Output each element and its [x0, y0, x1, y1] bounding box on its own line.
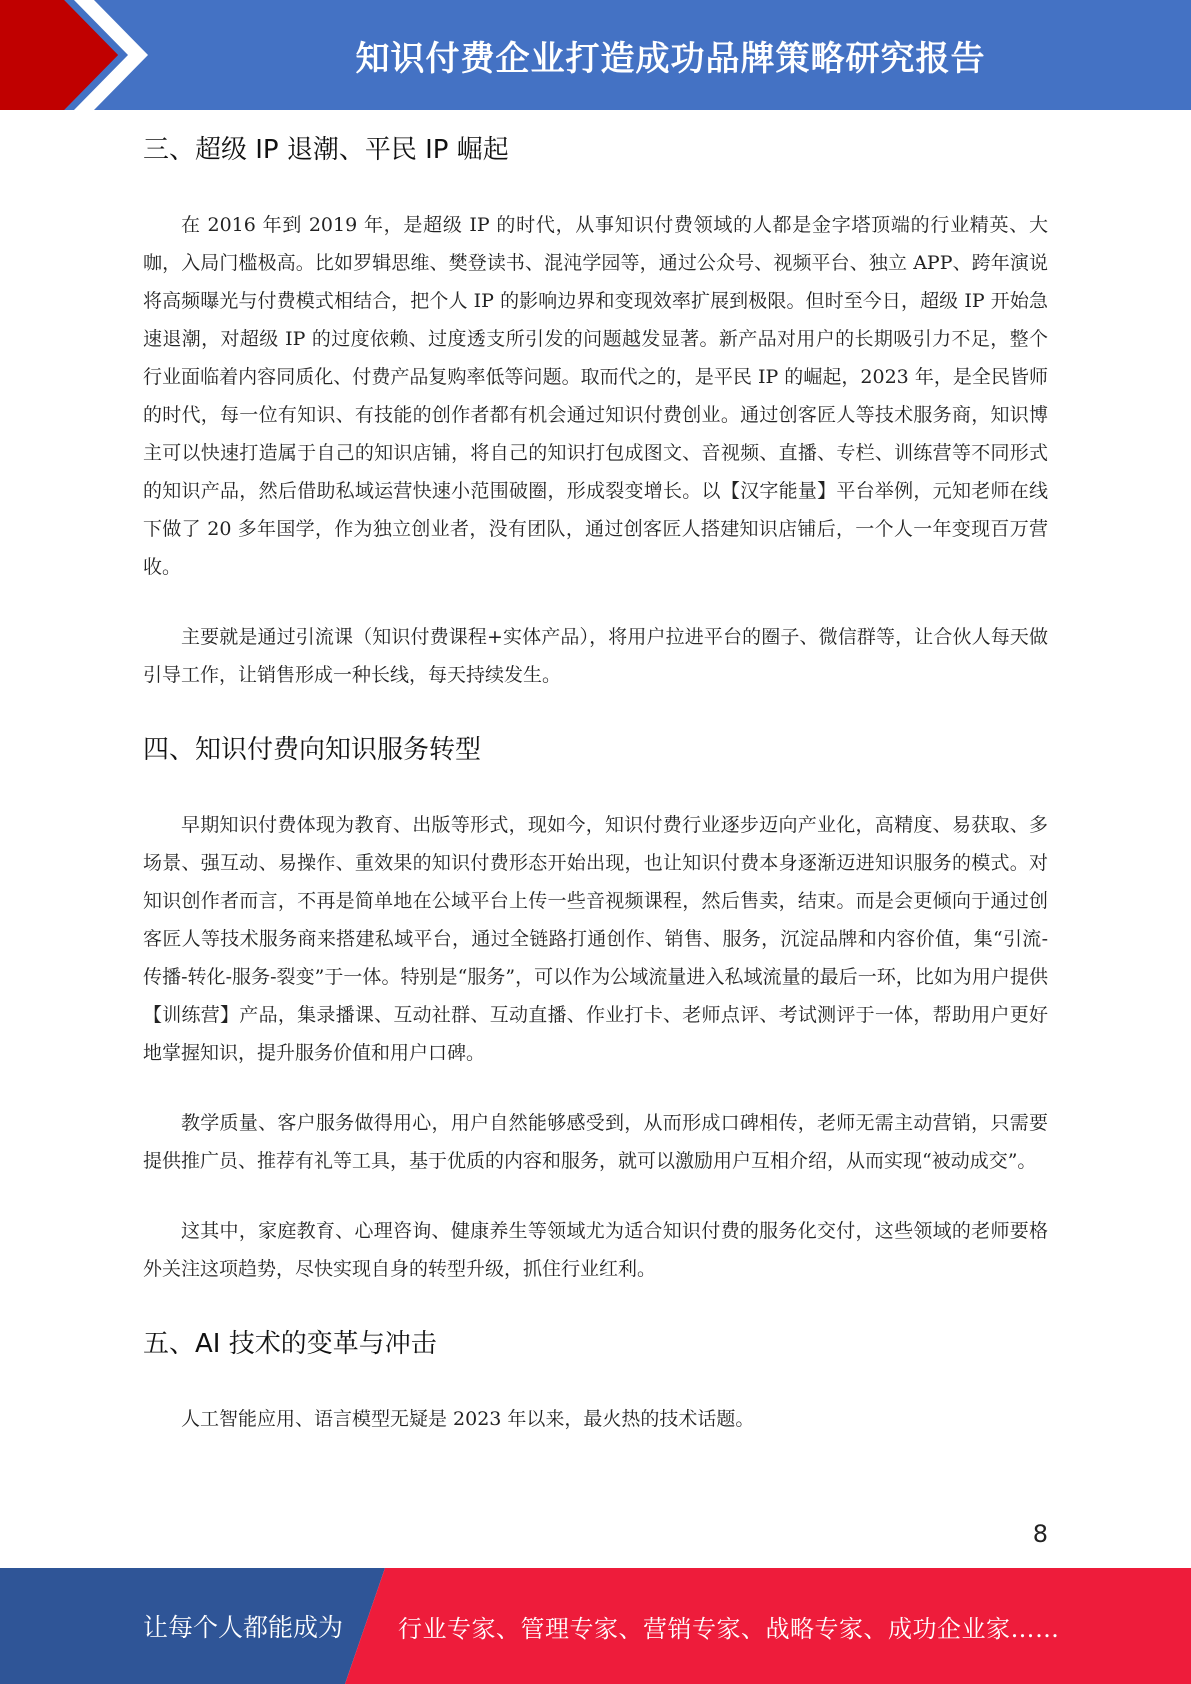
footer-slogan-left: 让每个人都能成为 [143, 1613, 344, 1642]
page-number: 8 [1032, 1520, 1048, 1548]
paragraph: 人工智能应用、语言模型无疑是 2023 年以来，最火热的技术话题。 [181, 1408, 755, 1430]
paragraph: 这其中，家庭教育、心理咨询、健康养生等领域尤为适合知识付费的服务化交付，这些领域的老师要格外关注这项趋势，尽快实现自身的转型升级，抓住行业红利。 [143, 1220, 1048, 1280]
section-heading-4: 四、知识付费向知识服务转型 [143, 735, 482, 765]
section-heading-5: 五、AI 技术的变革与冲击 [143, 1329, 437, 1359]
document-title: 知识付费企业打造成功品牌策略研究报告 [355, 38, 986, 79]
paragraph: 在 2016 年到 2019 年，是超级 IP 的时代，从事知识付费领域的人都是金字塔顶端的行业精英、大咖，入局门槛极高。比如罗辑思维、樊登读书、混沌学园等，通过公众号、视频平台、独立 APP、跨年演说将高频曝光与付费模式相结合，把个人 IP 的影响边界和变现效率扩展到极限。但时至今日，超级 IP 开始急速退潮，对超级 IP 的过度依赖、过度透支所引发的问题越发显著。新产品对用户的长期吸引力不足，整个行业面临着内容同质化、付费产品复购率低等问题。取而代之的，是平民 IP 的崛起，2023 年，是全民皆师的时代，每一位有知识、有技能的创作者都有机会通过知识付费创业。通过创客匠人等技术服务商，知识博主可以快速打造属于自己的知识店铺，将自己的知识打包成图文、音视频、直播、专栏、训练营等不同形式的知识产品，然后借助私域运营快速小范围破圈，形成裂变增长。以【汉字能量】平台举例，元知老师在线下做了 20 多年国学，作为独立创业者，没有团队，通过创客匠人搭建知识店铺后，一个人一年变现百万营收。 [143, 214, 1048, 578]
header-arrow-decoration [0, 0, 160, 110]
document-body [143, 118, 1048, 1438]
paragraph: 主要就是通过引流课（知识付费课程+实体产品），将用户拉进平台的圈子、微信群等，让合伙人每天做引导工作，让销售形成一种长线，每天持续发生。 [143, 626, 1048, 686]
paragraph: 早期知识付费体现为教育、出版等形式，现如今，知识付费行业逐步迈向产业化，高精度、易获取、多场景、强互动、易操作、重效果的知识付费形态开始出现，也让知识付费本身逐渐迈进知识服务的模式。对知识创作者而言，不再是简单地在公域平台上传一些音视频课程，然后售卖，结束。而是会更倾向于通过创客匠人等技术服务商来搭建私域平台，通过全链路打通创作、销售、服务，沉淀品牌和内容价值，集“引流-传播-转化-服务-裂变”于一体。特别是“服务”，可以作为公域流量进入私域流量的最后一环，比如为用户提供【训练营】产品，集录播课、互动社群、互动直播、作业打卡、老师点评、考试测评于一体，帮助用户更好地掌握知识，提升服务价值和用户口碑。 [143, 814, 1048, 1064]
section-heading-3: 三、超级 IP 退潮、平民 IP 崛起 [143, 135, 509, 165]
header-bar [0, 0, 1191, 110]
paragraph: 教学质量、客户服务做得用心，用户自然能够感受到，从而形成口碑相传，老师无需主动营销，只需要提供推广员、推荐有礼等工具，基于优质的内容和服务，就可以激励用户互相介绍，从而实现“被动成交”。 [143, 1112, 1048, 1172]
footer-bar [0, 1568, 1191, 1684]
footer-slogan-right: 行业专家、管理专家、营销专家、战略专家、成功企业家…… [398, 1614, 1060, 1643]
